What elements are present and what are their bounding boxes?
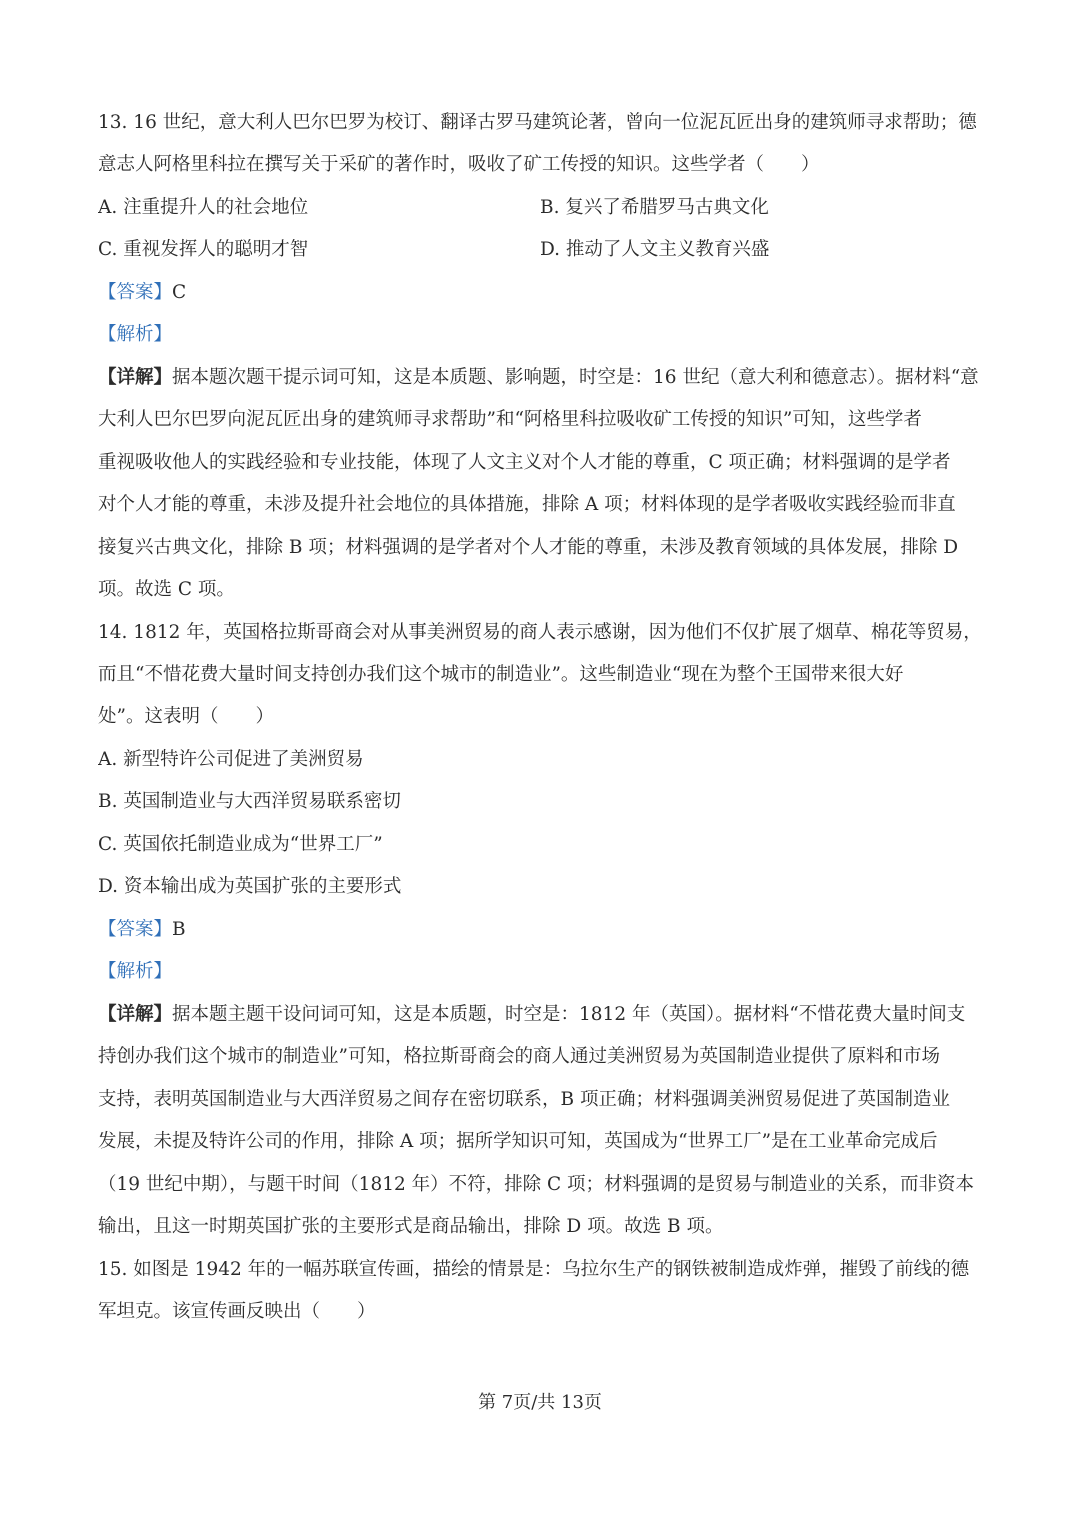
q14-analysis: [98, 957, 988, 987]
q13-detail-line-4: 对个人才能的尊重，未涉及提升社会地位的具体措施，排除 A 项；材料体现的是学者吸收实践经验而非直: [98, 494, 956, 515]
q14-option-d: D. 资本输出成为英国扩张的主要形式: [98, 876, 402, 897]
q14-detail-line-5: （19 世纪中期），与题干时间（1812 年）不符，排除 C 项；材料强调的是贸易与制造业的关系，而非资本: [98, 1174, 975, 1195]
q13-analysis-tag: 【解析】: [98, 324, 173, 345]
q13-stem-line-1: 13. 16 世纪，意大利人巴尔巴罗为校订、翻译古罗马建筑论著，曾向一位泥瓦匠出身的建筑师寻求帮助；德: [98, 112, 977, 133]
q14-answer-tag: 【答案】: [98, 919, 173, 940]
q14-detail-text-1: 据本题主题干设问词可知，这是本质题，时空是：1812 年（英国）。据材料“不惜花费大量时间支: [172, 1004, 966, 1025]
q13-detail-line-5: 接复兴古典文化，排除 B 项；材料强调的是学者对个人才能的尊重，未涉及教育领域的具体发展，排除 D: [98, 537, 959, 558]
q13-detail-line-1: [98, 363, 988, 393]
q14-stem-line-2: 而且“不惜花费大量时间支持创办我们这个城市的制造业”。这些制造业“现在为整个王国带来很大好: [98, 664, 904, 685]
q15-stem-line-2: 军坦克。该宣传画反映出（ ）: [98, 1301, 376, 1322]
q14-detail-line-6: 输出，且这一时期英国扩张的主要形式是商品输出，排除 D 项。故选 B 项。: [98, 1216, 724, 1237]
q14-detail-line-3: 支持，表明英国制造业与大西洋贸易之间存在密切联系，B 项正确；材料强调美洲贸易促进了英国制造业: [98, 1089, 950, 1110]
q13-option-a: A. 注重提升人的社会地位: [98, 197, 309, 218]
q13-detail-tag: 【详解】: [98, 367, 173, 388]
q13-detail-line-6: 项。故选 C 项。: [98, 579, 235, 600]
q13-answer-value: C: [172, 282, 187, 303]
q14-analysis-tag: 【解析】: [98, 961, 173, 982]
q13-option-d: D. 推动了人文主义教育兴盛: [540, 239, 770, 260]
q14-answer-value: B: [172, 919, 186, 940]
q13-answer-tag: 【答案】: [98, 282, 173, 303]
q14-option-a: A. 新型特许公司促进了美洲贸易: [98, 749, 364, 770]
q13-option-c: C. 重视发挥人的聪明才智: [98, 239, 309, 260]
q13-detail-line-2: 大利人巴尔巴罗向泥瓦匠出身的建筑师寻求帮助”和“阿格里科拉吸收矿工传授的知识”可知，这些学者: [98, 409, 922, 430]
q14-detail-line-2: 持创办我们这个城市的制造业”可知，格拉斯哥商会的商人通过美洲贸易为英国制造业提供了原料和市场: [98, 1046, 940, 1067]
q14-detail-line-1: [98, 1000, 988, 1030]
q13-answer: [98, 278, 988, 308]
q14-stem-line-3: 处”。这表明（ ）: [98, 706, 274, 727]
q14-detail-line-4: 发展，未提及特许公司的作用，排除 A 项；据所学知识可知，英国成为“世界工厂”是在工业革命完成后: [98, 1131, 938, 1152]
q15-stem-line-1: 15. 如图是 1942 年的一幅苏联宣传画，描绘的情景是：乌拉尔生产的钢铁被制造成炸弹，摧毁了前线的德: [98, 1259, 970, 1280]
q14-stem-line-1: 14. 1812 年，英国格拉斯哥商会对从事美洲贸易的商人表示感谢，因为他们不仅扩展了烟草、棉花等贸易，: [98, 622, 982, 643]
q13-analysis: [98, 320, 988, 350]
q13-option-b: B. 复兴了希腊罗马古典文化: [540, 197, 769, 218]
q14-option-b: B. 英国制造业与大西洋贸易联系密切: [98, 791, 401, 812]
q14-detail-tag: 【详解】: [98, 1004, 173, 1025]
q14-answer: [98, 915, 988, 945]
q13-stem-line-2: 意志人阿格里科拉在撰写关于采矿的著作时，吸收了矿工传授的知识。这些学者（ ）: [98, 154, 820, 175]
q14-option-c: C. 英国依托制造业成为“世界工厂”: [98, 834, 383, 855]
page-number: 第 7页/共 13页: [478, 1392, 602, 1413]
q13-detail-line-3: 重视吸收他人的实践经验和专业技能，体现了人文主义对个人才能的尊重，C 项正确；材料强调的是学者: [98, 452, 951, 473]
q13-detail-text-1: 据本题次题干提示词可知，这是本质题、影响题，时空是：16 世纪（意大利和德意志）。据材料“意: [172, 367, 979, 388]
